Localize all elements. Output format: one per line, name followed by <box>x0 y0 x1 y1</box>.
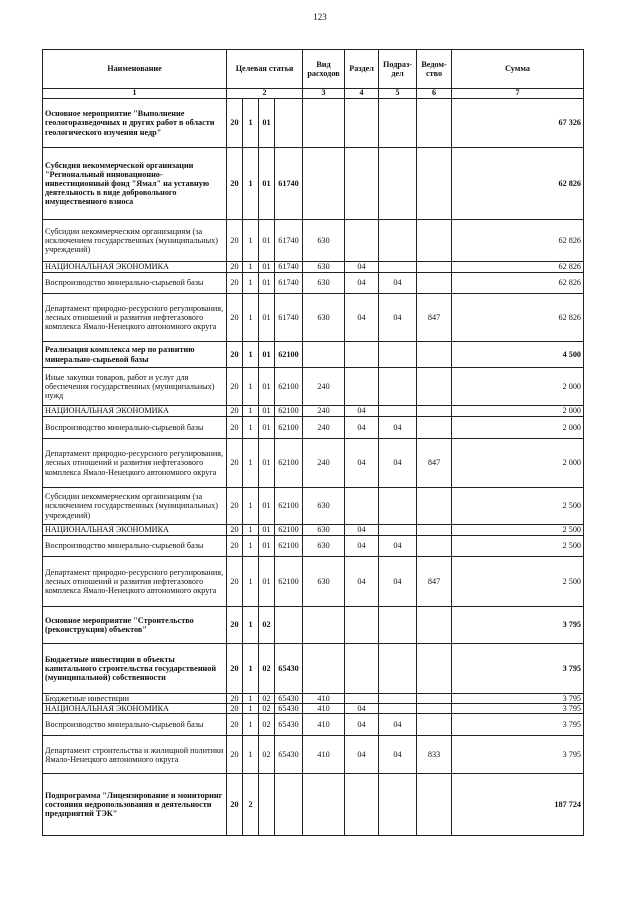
target-code-program: 20 <box>227 406 243 417</box>
amount: 2 000 <box>452 368 584 406</box>
row-name: Департамент строительства и жилищной политики Ямало-Ненецкого автономного округа <box>43 736 227 774</box>
target-code-subprogram: 1 <box>243 704 259 714</box>
amount: 62 826 <box>452 294 584 342</box>
subsection-code: 04 <box>379 736 417 774</box>
target-code-event: 02 <box>259 644 275 694</box>
amount: 62 826 <box>452 262 584 273</box>
amount: 3 795 <box>452 704 584 714</box>
subsection-code: 04 <box>379 557 417 607</box>
table-row <box>43 417 584 439</box>
row-name: Департамент природно-ресурсного регулирования, лесных отношений и развития нефтегазового комплекса Ямало-Ненецкого автономного округа <box>43 557 227 607</box>
table-row <box>43 368 584 406</box>
target-code-subprogram: 1 <box>243 557 259 607</box>
target-code-direction: 62100 <box>275 439 303 488</box>
target-code-program: 20 <box>227 774 243 836</box>
target-code-program: 20 <box>227 273 243 294</box>
target-code-subprogram: 1 <box>243 148 259 220</box>
subsection-code <box>379 99 417 148</box>
department-code: 847 <box>417 439 452 488</box>
target-code-event: 01 <box>259 148 275 220</box>
column-number: 6 <box>417 89 452 99</box>
expense-type <box>303 607 345 644</box>
header-vedomstvo: Ведом-ство <box>417 50 452 89</box>
target-code-program: 20 <box>227 439 243 488</box>
expense-type: 410 <box>303 714 345 736</box>
row-name: Воспроизводство минерально-сырьевой базы <box>43 273 227 294</box>
subsection-code <box>379 525 417 536</box>
amount: 67 326 <box>452 99 584 148</box>
section-code: 04 <box>345 557 379 607</box>
column-number: 2 <box>227 89 303 99</box>
expense-type <box>303 342 345 368</box>
table-row <box>43 99 584 148</box>
target-code-program: 20 <box>227 704 243 714</box>
target-code-program: 20 <box>227 644 243 694</box>
target-code-subprogram: 1 <box>243 220 259 262</box>
section-code <box>345 607 379 644</box>
section-code: 04 <box>345 536 379 557</box>
expense-type <box>303 644 345 694</box>
amount: 3 795 <box>452 607 584 644</box>
table-row <box>43 607 584 644</box>
header-vid: Вид расходов <box>303 50 345 89</box>
amount: 2 500 <box>452 536 584 557</box>
target-code-subprogram: 1 <box>243 488 259 525</box>
row-name: Воспроизводство минерально-сырьевой базы <box>43 417 227 439</box>
header-podrazdel: Подраз-дел <box>379 50 417 89</box>
expense-type: 240 <box>303 406 345 417</box>
table-row <box>43 488 584 525</box>
target-code-subprogram: 1 <box>243 99 259 148</box>
target-code-direction: 62100 <box>275 525 303 536</box>
row-name: Субсидия некоммерческой организации "Региональный инновационно-инвестиционный фонд "Ямал" на уставную деятельность в виде добровольного имущественного взноса <box>43 148 227 220</box>
subsection-code <box>379 644 417 694</box>
target-code-direction: 65430 <box>275 736 303 774</box>
section-code <box>345 694 379 704</box>
subsection-code <box>379 488 417 525</box>
subsection-code: 04 <box>379 536 417 557</box>
target-code-program: 20 <box>227 557 243 607</box>
section-code: 04 <box>345 525 379 536</box>
amount: 2 000 <box>452 417 584 439</box>
budget-table <box>42 49 584 836</box>
row-name: Бюджетные инвестиции в объекты капитального строительства государственной (муниципальной) собственности <box>43 644 227 694</box>
department-code <box>417 262 452 273</box>
expense-type: 630 <box>303 294 345 342</box>
target-code-program: 20 <box>227 148 243 220</box>
target-code-program: 20 <box>227 342 243 368</box>
department-code <box>417 644 452 694</box>
amount: 3 795 <box>452 644 584 694</box>
subsection-code <box>379 694 417 704</box>
column-number-row <box>43 89 584 99</box>
row-name: Департамент природно-ресурсного регулирования, лесных отношений и развития нефтегазового комплекса Ямало-Ненецкого автономного округа <box>43 294 227 342</box>
row-name: Бюджетные инвестиции <box>43 694 227 704</box>
target-code-subprogram: 1 <box>243 406 259 417</box>
target-code-subprogram: 1 <box>243 342 259 368</box>
target-code-event: 01 <box>259 557 275 607</box>
target-code-event: 01 <box>259 417 275 439</box>
target-code-subprogram: 1 <box>243 694 259 704</box>
target-code-program: 20 <box>227 99 243 148</box>
expense-type: 240 <box>303 439 345 488</box>
target-code-event: 01 <box>259 525 275 536</box>
subsection-code: 04 <box>379 294 417 342</box>
table-row <box>43 262 584 273</box>
target-code-program: 20 <box>227 220 243 262</box>
target-code-event: 01 <box>259 406 275 417</box>
target-code-event: 02 <box>259 694 275 704</box>
target-code-event: 01 <box>259 342 275 368</box>
section-code <box>345 774 379 836</box>
section-code: 04 <box>345 294 379 342</box>
column-number: 7 <box>452 89 584 99</box>
subsection-code <box>379 406 417 417</box>
section-code: 04 <box>345 417 379 439</box>
department-code <box>417 525 452 536</box>
amount: 62 826 <box>452 220 584 262</box>
department-code <box>417 368 452 406</box>
expense-type <box>303 99 345 148</box>
department-code <box>417 406 452 417</box>
target-code-program: 20 <box>227 417 243 439</box>
target-code-subprogram: 1 <box>243 736 259 774</box>
table-row <box>43 406 584 417</box>
section-code <box>345 488 379 525</box>
department-code <box>417 273 452 294</box>
row-name: НАЦИОНАЛЬНАЯ ЭКОНОМИКА <box>43 525 227 536</box>
target-code-program: 20 <box>227 525 243 536</box>
target-code-direction <box>275 607 303 644</box>
target-code-subprogram: 1 <box>243 644 259 694</box>
section-code: 04 <box>345 406 379 417</box>
table-row <box>43 736 584 774</box>
row-name: Воспроизводство минерально-сырьевой базы <box>43 714 227 736</box>
target-code-subprogram: 1 <box>243 368 259 406</box>
expense-type: 240 <box>303 417 345 439</box>
target-code-direction: 65430 <box>275 704 303 714</box>
department-code: 847 <box>417 557 452 607</box>
amount: 3 795 <box>452 736 584 774</box>
target-code-program: 20 <box>227 262 243 273</box>
subsection-code: 04 <box>379 273 417 294</box>
target-code-event: 02 <box>259 714 275 736</box>
section-code <box>345 644 379 694</box>
row-name: Основное мероприятие "Строительство (реконструкция) объектов" <box>43 607 227 644</box>
table-row <box>43 774 584 836</box>
target-code-subprogram: 1 <box>243 273 259 294</box>
section-code <box>345 220 379 262</box>
target-code-subprogram: 2 <box>243 774 259 836</box>
target-code-event: 01 <box>259 220 275 262</box>
expense-type: 630 <box>303 557 345 607</box>
department-code <box>417 607 452 644</box>
department-code <box>417 99 452 148</box>
row-name: Подпрограмма "Лицензирование и мониторинг состояния недропользования и деятельности предприятий ТЭК" <box>43 774 227 836</box>
target-code-direction: 65430 <box>275 694 303 704</box>
table-body <box>43 99 584 836</box>
expense-type: 410 <box>303 704 345 714</box>
target-code-direction <box>275 99 303 148</box>
table-row <box>43 644 584 694</box>
department-code <box>417 220 452 262</box>
subsection-code <box>379 368 417 406</box>
amount: 62 826 <box>452 273 584 294</box>
target-code-direction: 62100 <box>275 342 303 368</box>
target-code-subprogram: 1 <box>243 439 259 488</box>
target-code-program: 20 <box>227 536 243 557</box>
row-name: Субсидии некоммерческим организациям (за исключением государственных (муниципальных) учреждений) <box>43 220 227 262</box>
section-code <box>345 368 379 406</box>
department-code <box>417 417 452 439</box>
expense-type <box>303 774 345 836</box>
table-row <box>43 525 584 536</box>
amount: 3 795 <box>452 694 584 704</box>
subsection-code <box>379 774 417 836</box>
target-code-event: 01 <box>259 99 275 148</box>
amount: 2 500 <box>452 525 584 536</box>
target-code-event: 01 <box>259 368 275 406</box>
target-code-direction: 65430 <box>275 644 303 694</box>
table-row <box>43 694 584 704</box>
target-code-program: 20 <box>227 607 243 644</box>
target-code-subprogram: 1 <box>243 294 259 342</box>
expense-type: 630 <box>303 525 345 536</box>
section-code: 04 <box>345 714 379 736</box>
subsection-code <box>379 704 417 714</box>
amount: 2 000 <box>452 439 584 488</box>
expense-type: 630 <box>303 536 345 557</box>
target-code-subprogram: 1 <box>243 262 259 273</box>
table-row <box>43 220 584 262</box>
target-code-program: 20 <box>227 714 243 736</box>
page-number: 123 <box>313 12 327 22</box>
section-code: 04 <box>345 704 379 714</box>
target-code-event: 01 <box>259 536 275 557</box>
target-code-subprogram: 1 <box>243 525 259 536</box>
target-code-direction: 62100 <box>275 406 303 417</box>
target-code-event: 01 <box>259 439 275 488</box>
section-code: 04 <box>345 262 379 273</box>
expense-type: 410 <box>303 694 345 704</box>
section-code: 04 <box>345 273 379 294</box>
expense-type: 630 <box>303 220 345 262</box>
target-code-subprogram: 1 <box>243 714 259 736</box>
subsection-code <box>379 262 417 273</box>
table-row <box>43 557 584 607</box>
target-code-event: 01 <box>259 262 275 273</box>
row-name: НАЦИОНАЛЬНАЯ ЭКОНОМИКА <box>43 704 227 714</box>
target-code-subprogram: 1 <box>243 417 259 439</box>
table-row <box>43 439 584 488</box>
row-name: Основное мероприятие "Выполнение геологоразведочных и других работ в области геологического изучения недр" <box>43 99 227 148</box>
column-number: 3 <box>303 89 345 99</box>
target-code-direction: 62100 <box>275 536 303 557</box>
section-code: 04 <box>345 439 379 488</box>
row-name: НАЦИОНАЛЬНАЯ ЭКОНОМИКА <box>43 262 227 273</box>
target-code-event <box>259 774 275 836</box>
expense-type: 630 <box>303 273 345 294</box>
header-razdel: Раздел <box>345 50 379 89</box>
amount: 187 724 <box>452 774 584 836</box>
expense-type: 240 <box>303 368 345 406</box>
table-row <box>43 704 584 714</box>
row-name: НАЦИОНАЛЬНАЯ ЭКОНОМИКА <box>43 406 227 417</box>
target-code-program: 20 <box>227 736 243 774</box>
expense-type: 410 <box>303 736 345 774</box>
department-code <box>417 694 452 704</box>
target-code-direction: 62100 <box>275 488 303 525</box>
table-row <box>43 536 584 557</box>
column-number: 4 <box>345 89 379 99</box>
target-code-event: 02 <box>259 736 275 774</box>
department-code <box>417 714 452 736</box>
table-row <box>43 273 584 294</box>
department-code <box>417 488 452 525</box>
row-name: Субсидии некоммерческим организациям (за исключением государственных (муниципальных) учреждений) <box>43 488 227 525</box>
amount: 62 826 <box>452 148 584 220</box>
section-code <box>345 99 379 148</box>
section-code: 04 <box>345 736 379 774</box>
amount: 4 500 <box>452 342 584 368</box>
expense-type: 630 <box>303 488 345 525</box>
target-code-event: 01 <box>259 488 275 525</box>
header-row <box>43 50 584 89</box>
amount: 2 500 <box>452 557 584 607</box>
subsection-code: 04 <box>379 439 417 488</box>
target-code-direction: 61740 <box>275 262 303 273</box>
section-code <box>345 342 379 368</box>
department-code <box>417 774 452 836</box>
subsection-code: 04 <box>379 714 417 736</box>
amount: 3 795 <box>452 714 584 736</box>
department-code <box>417 148 452 220</box>
subsection-code: 04 <box>379 417 417 439</box>
target-code-program: 20 <box>227 294 243 342</box>
header-summa: Сумма <box>452 50 584 89</box>
department-code <box>417 342 452 368</box>
target-code-direction: 61740 <box>275 220 303 262</box>
table-row <box>43 342 584 368</box>
target-code-program: 20 <box>227 488 243 525</box>
target-code-subprogram: 1 <box>243 607 259 644</box>
department-code <box>417 704 452 714</box>
amount: 2 000 <box>452 406 584 417</box>
row-name: Воспроизводство минерально-сырьевой базы <box>43 536 227 557</box>
subsection-code <box>379 607 417 644</box>
target-code-event: 01 <box>259 294 275 342</box>
target-code-direction: 61740 <box>275 294 303 342</box>
column-number: 5 <box>379 89 417 99</box>
target-code-event: 01 <box>259 273 275 294</box>
target-code-direction: 62100 <box>275 557 303 607</box>
department-code: 847 <box>417 294 452 342</box>
department-code <box>417 536 452 557</box>
expense-type <box>303 148 345 220</box>
target-code-program: 20 <box>227 368 243 406</box>
table-row <box>43 294 584 342</box>
row-name: Департамент природно-ресурсного регулирования, лесных отношений и развития нефтегазового комплекса Ямало-Ненецкого автономного округа <box>43 439 227 488</box>
target-code-direction: 61740 <box>275 148 303 220</box>
target-code-direction: 61740 <box>275 273 303 294</box>
row-name: Иные закупки товаров, работ и услуг для обеспечения государственных (муниципальных) нужд <box>43 368 227 406</box>
target-code-event: 02 <box>259 704 275 714</box>
table-row <box>43 714 584 736</box>
target-code-direction: 65430 <box>275 714 303 736</box>
header-target: Целевая статья <box>227 50 303 89</box>
column-number: 1 <box>43 89 227 99</box>
subsection-code <box>379 342 417 368</box>
table-row <box>43 148 584 220</box>
target-code-event: 02 <box>259 607 275 644</box>
target-code-direction: 62100 <box>275 417 303 439</box>
header-name: Наименование <box>43 50 227 89</box>
section-code <box>345 148 379 220</box>
amount: 2 500 <box>452 488 584 525</box>
expense-type: 630 <box>303 262 345 273</box>
target-code-program: 20 <box>227 694 243 704</box>
target-code-direction: 62100 <box>275 368 303 406</box>
row-name: Реализация комплекса мер по развитию минерально-сырьевой базы <box>43 342 227 368</box>
subsection-code <box>379 148 417 220</box>
subsection-code <box>379 220 417 262</box>
target-code-subprogram: 1 <box>243 536 259 557</box>
target-code-direction <box>275 774 303 836</box>
department-code: 833 <box>417 736 452 774</box>
